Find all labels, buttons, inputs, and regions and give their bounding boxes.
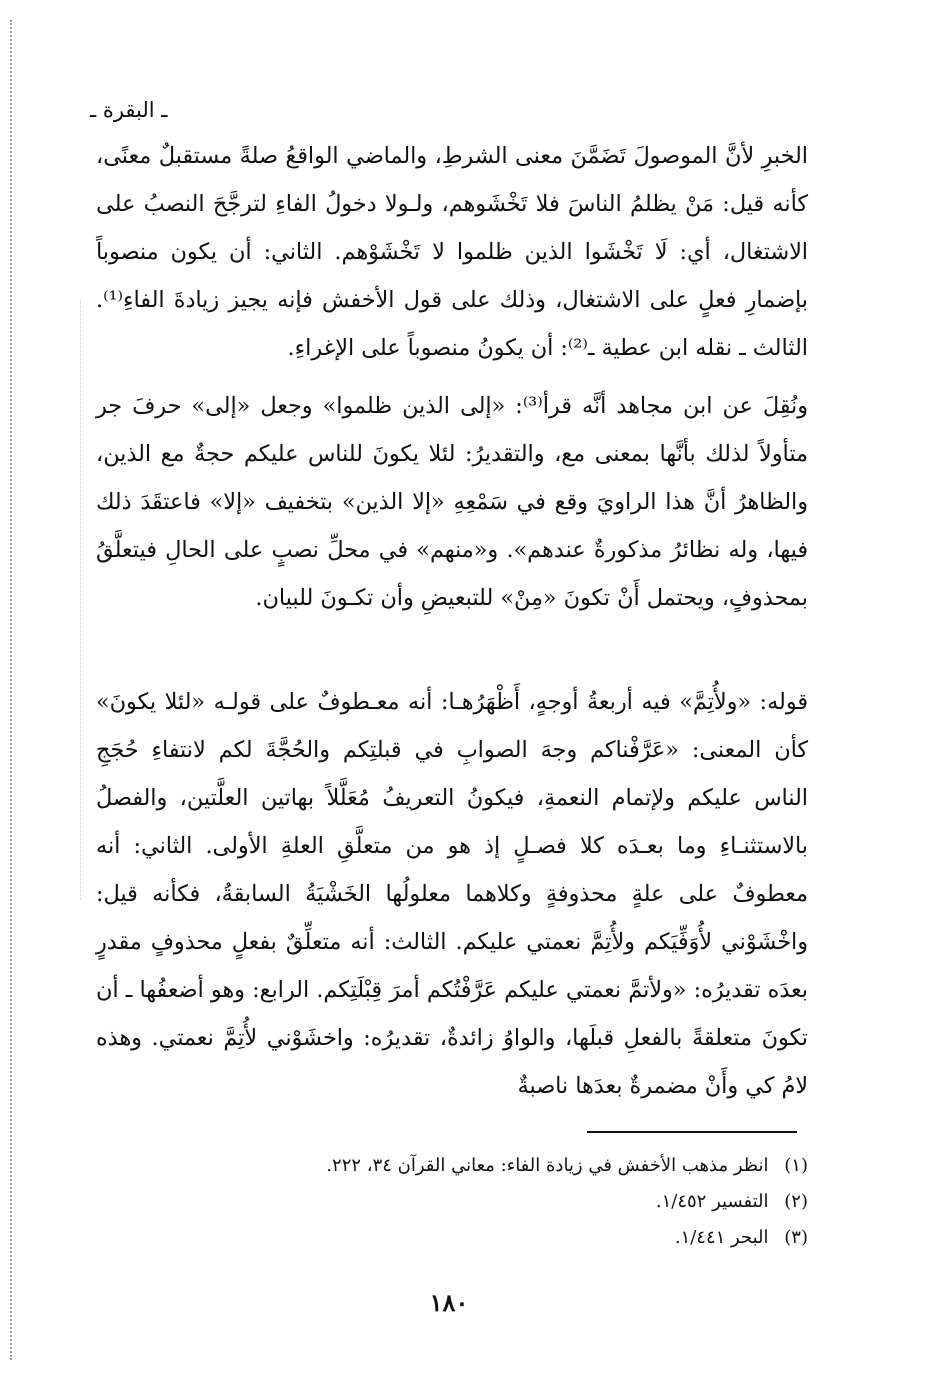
body-paragraph-1: الخبرِ لأنَّ الموصولَ تَضَمَّنَ معنى الشرطِ، والماضي الواقعُ صلةً مستقبلٌ معنًى، كأنه قيل: مَنْ يظلمُ الناسَ فلا تَخْشَوهم، ولـولا دخولُ الفاءِ لترجَّحَ النصبُ على الاشتغال، أي: لَا تَخْشَوا الذين ظلموا لا تَخْشَوْهم. الثاني: أن يكون منصوباً بإضمارِ فعلٍ على الاشتغال، وذلك على قول الأخفش فإنه يجيز زيادةَ الفاءِ⁽¹⁾. الثالث ـ نقله ابن عطية ـ⁽²⁾: أن يكونُ منصوباً على الإغراءِ.	[96, 143, 808, 361]
footnote-text: التفسير ١/٤٥٢.	[655, 1191, 769, 1212]
footnotes	[96, 1148, 808, 1256]
footnote-3	[96, 1220, 808, 1256]
binding-edge-dotted-line	[10, 20, 12, 1360]
footnote-text: البحر ١/٤٤١.	[674, 1227, 769, 1248]
body-paragraph-3: قوله: «ولأُتِمَّ» فيه أربعةُ أوجهٍ، أَظْهَرُهـا: أنه معـطوفٌ على قولـه «لئلا يكونَ» كأن المعنى: «عَرَّفْناكم وجهَ الصوابِ في قبلتِكم والحُجَّةَ لكم لانتفاءِ حُجَجِ الناس عليكم ولإتمام النعمةِ، فيكونُ التعريفُ مُعَلَّلاً بهاتين العلَّتين، والفصلُ بالاستثنـاءِ وما بعـدَه كلا فصـلٍ إذ هو من متعلَّقِ العلةِ الأولى. الثاني: أنه معطوفٌ على علةٍ محذوفةٍ وكلاهما معلولُها الخَشْيَةُ السابقةُ، فكأنه قيل: واخْشَوْني لأُوَفِّيَكم ولأُتِمَّ نعمتي عليكم. الثالث: أنه متعلِّقٌ بفعلٍ محذوفٍ مقدرٍ بعدَه تقديرُه: «ولأتمَّ نعمتي عليكم عَرَّفْتُكم أمرَ قِبْلَتِكم. الرابع: وهو أضعفُها ـ أن تكونَ متعلقةً بالفعلِ قبلَها، والواوُ زائدةٌ، تقديرُه: واخشَوْني لأُتِمَّ نعمتي. وهذه لامُ كي وأَنْ مضمرةٌ بعدَها ناصبةٌ	[96, 689, 808, 1099]
footnote-2	[96, 1184, 808, 1220]
footnote-1	[96, 1148, 808, 1184]
footnote-separator	[587, 1131, 797, 1133]
footnote-number: (١)	[784, 1155, 808, 1176]
body-paragraph-2: ونُقِلَ عن ابن مجاهد أنَّه قرأ⁽³⁾: «إلى الذين ظلموا» وجعل «إلى» حرفَ جر متأولاً لذلك بأنَّها بمعنى مع، والتقديرُ: لئلا يكونَ للناس عليكم حجةٌ مع الذين، والظاهرُ أنَّ هذا الراويَ وقع في سَمْعِهِ «إلا الذين» بتخفيف «إلا» فاعتقَدَ ذلك فيها، وله نظائرُ مذكورةٌ عندهم». و«منهم» في محلِّ نصبٍ على الحالِ فيتعلَّقُ بمحذوفٍ، ويحتمل أَنْ تكونَ «مِنْ» للتبعيضِ وأن تكـونَ للبيان.	[96, 393, 808, 611]
footnote-number: (٣)	[784, 1227, 808, 1248]
binding-edge-faint-line	[80, 300, 81, 900]
running-head: ـ البقرة ـ	[90, 98, 168, 122]
footnote-text: انظر مذهب الأخفش في زيادة الفاء: معاني القرآن ٣٤، ٢٢٢.	[326, 1155, 769, 1176]
footnote-number: (٢)	[784, 1191, 808, 1212]
page-number: ١٨٠	[429, 1288, 469, 1317]
